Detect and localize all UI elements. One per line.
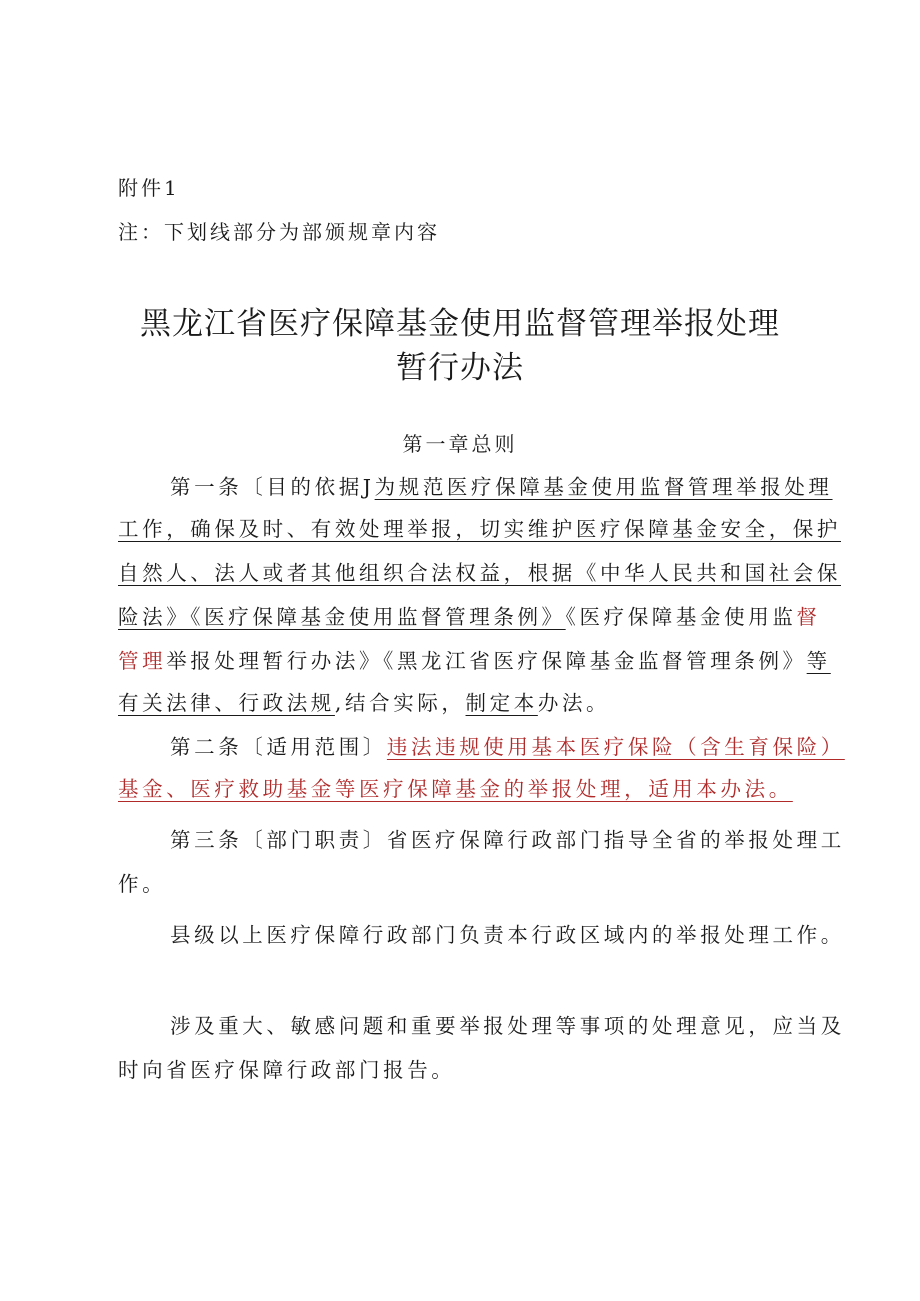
paragraph-major-issues-line1: 涉及重大、敏感问题和重要举报处理等事项的处理意见，应当及 <box>170 1014 845 1038</box>
chapter-heading: 第一章总则 <box>402 432 518 456</box>
underlined-text: 自然人、法人或者其他组织合法权益，根据《中华人民共和国社会保 <box>118 561 841 585</box>
note-text: 注：下划线部分为部颁规章内容 <box>118 220 440 244</box>
article2-line1 <box>170 733 845 761</box>
paragraph-county-level: 县级以上医疗保障行政部门负责本行政区域内的举报处理工作。 <box>170 923 845 947</box>
article1-heading: 第一条〔目的依据J <box>170 475 375 499</box>
plain-text: 监 <box>772 605 797 629</box>
underlined-text: 等 <box>806 649 831 673</box>
article1-line2 <box>118 515 841 543</box>
article1-line5 <box>118 647 831 675</box>
red-underlined-text: 基金、医疗救助基金等医疗保障基金的举报处理，适用本办法。 <box>118 777 793 801</box>
underlined-text: 为规范医疗保障基金使用监督管理举报处理 <box>374 475 833 499</box>
plain-text: 举报处理暂行办法》《黑龙江省医疗保障基金监督管理条例》 <box>166 649 807 673</box>
article1-line4 <box>118 603 821 631</box>
document-title-line1: 黑龙江省医疗保障基金使用监督管理举报处理 <box>140 306 780 342</box>
article2-line2 <box>118 775 793 803</box>
underlined-text: 制定本 <box>465 691 538 715</box>
article3-line2: 作。 <box>118 872 167 896</box>
document-title-line2: 暂行办法 <box>396 350 524 386</box>
red-text: 督 <box>796 605 821 629</box>
red-text: 管理 <box>118 649 167 673</box>
plain-text: 《医疗保障基金使用 <box>565 605 773 629</box>
article1-line3 <box>118 559 841 587</box>
article1-line6 <box>118 689 610 717</box>
article3-line1: 第三条〔部门职责〕省医疗保障行政部门指导全省的举报处理工 <box>170 828 845 852</box>
underlined-text: 工作，确保及时、有效处理举报，切实维护医疗保障基金安全，保护 <box>118 517 841 541</box>
underlined-text: 险法》《医疗保障基金使用监督管理条例》 <box>118 605 566 629</box>
plain-text: ,结合实际， <box>334 691 466 715</box>
red-underlined-text: 违法违规使用基本医疗保险（含生育保险） <box>386 735 845 759</box>
paragraph-major-issues-line2: 时向省医疗保障行政部门报告。 <box>118 1058 456 1082</box>
underlined-text: 有关法律、行政法规 <box>118 691 335 715</box>
attachment-label: 附件1 <box>118 176 180 200</box>
article2-heading: 第二条〔适用范围〕 <box>170 735 387 759</box>
article1-line1 <box>170 473 833 501</box>
plain-text: 办法。 <box>537 691 611 715</box>
